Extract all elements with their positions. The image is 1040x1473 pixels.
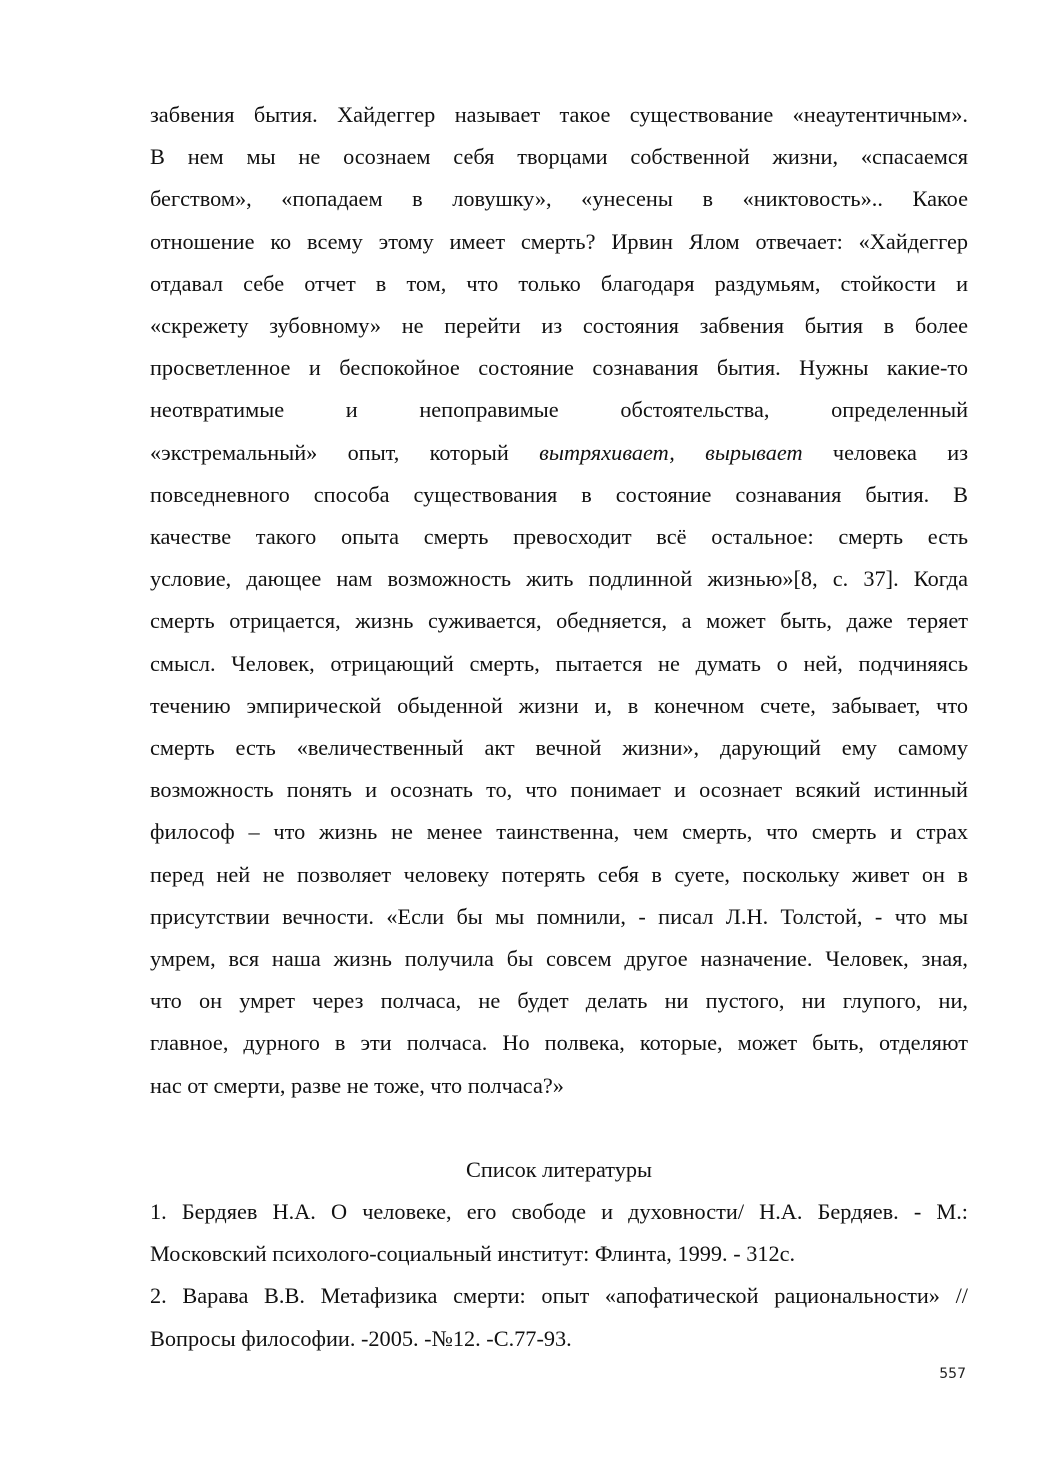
text-line: бегством», «попадаем в ловушку», «унесены в «никтовость».. Какое [150, 186, 968, 212]
italic-emphasis: вытряхивает, вырывает [539, 439, 803, 465]
text-line: повседневного способа существования в состояние сознавания бытия. В [150, 481, 968, 507]
text-line: В нем мы не осознаем себя творцами собственной жизни, «спасаемся [150, 144, 968, 170]
text-line: качестве такого опыта смерть превосходит всё остальное: смерть есть [150, 524, 968, 550]
text-line: течению эмпирической обыденной жизни и, в конечном счете, забывает, что [150, 692, 968, 718]
text-line: что он умрет через полчаса, не будет делать ни пустого, ни глупого, ни, [150, 988, 968, 1014]
page-number: 557 [939, 1366, 966, 1382]
main-text [150, 94, 968, 1107]
text-line: неотвратимые и непоправимые обстоятельства, определенный [150, 397, 968, 423]
text-run: «экстремальный» опыт, который [150, 439, 540, 465]
reference-line: 2. Варава В.В. Метафизика смерти: опыт «апофатической рациональности» // [150, 1283, 968, 1309]
text-line: смысл. Человек, отрицающий смерть, пытается не думать о ней, подчиняясь [150, 650, 968, 676]
text-line-with-italic [150, 432, 968, 474]
reference-line: Московский психолого-социальный институт: Флинта, 1999. - 312с. [150, 1241, 796, 1267]
text-line: смерть есть «величественный акт вечной жизни», дарующий ему самому [150, 735, 968, 761]
references-heading: Список литературы [465, 1157, 653, 1182]
body-paragraph [150, 94, 968, 1107]
references-list [150, 1191, 968, 1360]
text-line: забвения бытия. Хайдеггер называет такое существование «неаутентичным». [150, 102, 968, 127]
reference-item [150, 1275, 968, 1359]
text-line: главное, дурного в эти полчаса. Но полвека, которые, может быть, отделяют [150, 1030, 968, 1056]
reference-line: 1. Бердяев Н.А. О человеке, его свободе и духовности/ Н.А. Бердяев. - М.: [150, 1199, 968, 1224]
text-line: возможность понять и осознать то, что понимает и осознает всякий истинный [150, 777, 968, 803]
text-line: умрем, вся наша жизнь получила бы совсем другое назначение. Человек, зная, [150, 946, 968, 972]
text-line: нас от смерти, разве не тоже, что полчаса?» [150, 1072, 564, 1098]
text-line: присутствии вечности. «Если бы мы помнили, - писал Л.Н. Толстой, - что мы [150, 903, 968, 929]
text-line: смерть отрицается, жизнь суживается, обедняется, а может быть, даже теряет [150, 608, 968, 634]
text-run: человека из [802, 439, 969, 465]
text-line: условие, дающее нам возможность жить подлинной жизнью»[8, с. 37]. Когда [150, 566, 968, 592]
reference-line: Вопросы философии. -2005. -№12. -С.77-93. [150, 1325, 572, 1351]
reference-item [150, 1191, 968, 1275]
text-line: отношение ко всему этому имеет смерть? Ирвин Ялом отвечает: «Хайдеггер [150, 228, 968, 254]
text-line: отдавал себе отчет в том, что только благодаря раздумьям, стойкости и [150, 270, 968, 296]
text-line: просветленное и беспокойное состояние сознавания бытия. Нужны какие-то [150, 355, 968, 381]
text-line: «скрежету зубовному» не перейти из состояния забвения бытия в более [150, 313, 968, 339]
text-line: философ – что жизнь не менее таинственна, чем смерть, что смерть и страх [150, 819, 968, 845]
text-line: перед ней не позволяет человеку потерять себя в суете, поскольку живет он в [150, 861, 968, 887]
